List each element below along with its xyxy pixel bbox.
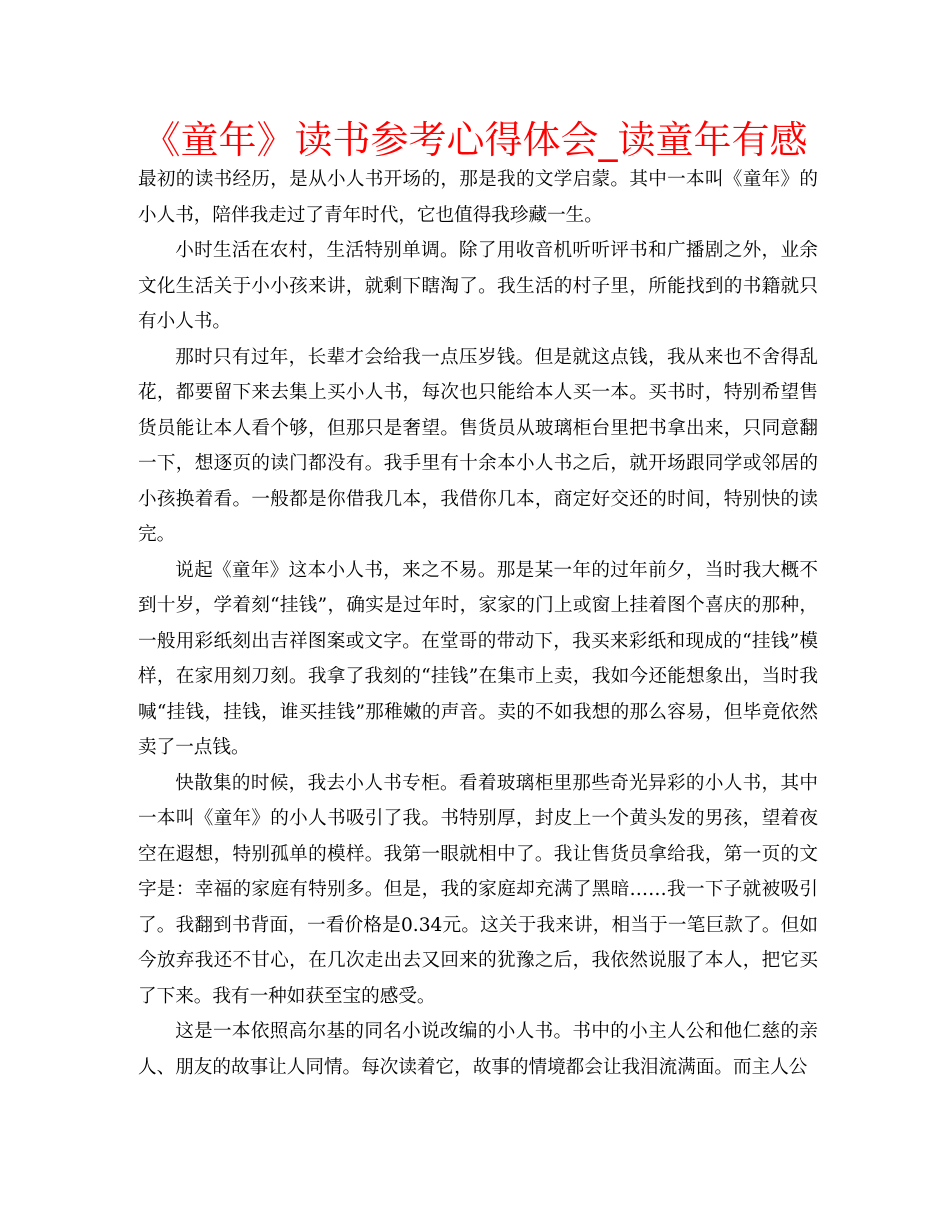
paragraph: 那时只有过年，长辈才会给我一点压岁钱。但是就这点钱，我从来也不舍得乱花，都要留下来去集上买小人书，每次也只能给本人买一本。买书时，特别希望售货员能让本人看个够，但那只是奢望。售货员从玻璃柜台里把书拿出来，只同意翻一下，想逐页的读门都没有。我手里有十余本小人书之后，就开场跟同学或邻居的小孩换着看。一般都是你借我几本，我借你几本，商定好交还的时间，特别快的读完。 <box>138 346 818 545</box>
document-title: 《童年》读书参考心得体会_读童年有感 <box>142 118 808 162</box>
paragraph: 小时生活在农村，生活特别单调。除了用收音机听听评书和广播剧之外，业余文化生活关于小小孩来讲，就剩下瞎淘了。我生活的村子里，所能找到的书籍就只有小人书。 <box>138 240 818 332</box>
paragraph: 这是一本依照高尔基的同名小说改编的小人书。书中的小主人公和他仁慈的亲人、朋友的故事让人同情。每次读着它，故事的情境都会让我泪流满面。而主人公 <box>138 1021 818 1078</box>
paragraph: 快散集的时候，我去小人书专柜。看着玻璃柜里那些奇光异彩的小人书，其中一本叫《童年》的小人书吸引了我。书特别厚，封皮上一个黄头发的男孩，望着夜空在遐想，特别孤单的模样。我第一眼就相中了。我让售货员拿给我，第一页的文字是：幸福的家庭有特别多。但是，我的家庭却充满了黑暗……我一下子就被吸引了。我翻到书背面，一看价格是0.34元。这关于我来讲，相当于一笔巨款了。但如今放弃我还不甘心，在几次走出去又回来的犹豫之后，我依然说服了本人，把它买了下来。我有一种如获至宝的感受。 <box>138 772 818 1007</box>
document-body <box>138 162 818 1085</box>
paragraph: 说起《童年》这本小人书，来之不易。那是某一年的过年前夕，当时我大概不到十岁，学着刻“挂钱”，确实是过年时，家家的门上或窗上挂着图个喜庆的那种，一般用彩纸刻出吉祥图案或文字。在堂哥的带动下，我买来彩纸和现成的“挂钱”模样，在家用刻刀刻。我拿了我刻的“挂钱”在集市上卖，我如今还能想象出，当时我喊“挂钱，挂钱，谁买挂钱”那稚嫩的声音。卖的不如我想的那么容易，但毕竟依然卖了一点钱。 <box>138 559 818 758</box>
paragraph: 最初的读书经历，是从小人书开场的，那是我的文学启蒙。其中一本叫《童年》的小人书，陪伴我走过了青年时代，它也值得我珍藏一生。 <box>138 169 818 226</box>
